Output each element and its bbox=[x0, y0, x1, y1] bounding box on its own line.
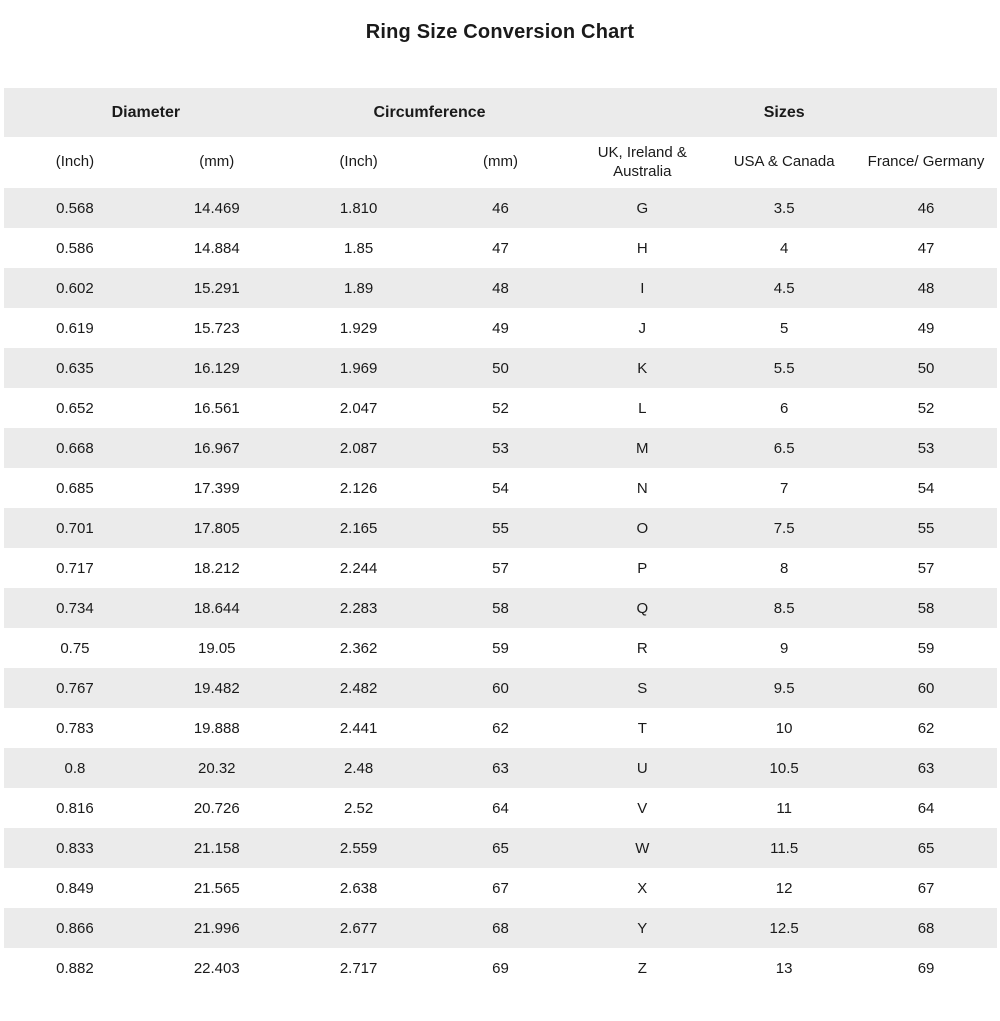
table-cell: 0.8 bbox=[64, 759, 86, 777]
table-cell: 2.677 bbox=[339, 919, 378, 937]
page-title: Ring Size Conversion Chart bbox=[365, 21, 635, 43]
table-cell: 67 bbox=[917, 879, 935, 897]
table-cell: 52 bbox=[917, 399, 935, 417]
table-cell: 54 bbox=[492, 479, 509, 497]
table-cell: 68 bbox=[917, 919, 935, 937]
table-cell: V bbox=[637, 799, 648, 817]
table-body bbox=[4, 188, 997, 988]
table-cell: 55 bbox=[917, 519, 935, 537]
table-cell: 6.5 bbox=[773, 439, 795, 457]
table-cell: 2.441 bbox=[339, 719, 378, 737]
table-cell: 2.362 bbox=[339, 639, 378, 657]
table-cell: 17.805 bbox=[193, 519, 240, 537]
table-cell: 1.969 bbox=[339, 359, 378, 377]
column-header-diameter-mm: (mm) bbox=[199, 153, 235, 171]
table-cell: 18.644 bbox=[193, 599, 240, 617]
table-row bbox=[4, 388, 997, 428]
table-cell: 65 bbox=[492, 839, 509, 857]
table-cell: O bbox=[636, 519, 649, 537]
table-cell: 7 bbox=[779, 479, 789, 497]
table-cell: 68 bbox=[492, 919, 509, 937]
table-cell: 3.5 bbox=[773, 199, 795, 217]
table-cell: 62 bbox=[917, 719, 935, 737]
table-cell: 18.212 bbox=[193, 559, 240, 577]
ring-size-conversion-table bbox=[4, 88, 997, 988]
table-cell: 47 bbox=[917, 239, 935, 257]
table-cell: 69 bbox=[492, 959, 509, 977]
table-cell: 21.996 bbox=[193, 919, 240, 937]
table-cell: 0.635 bbox=[56, 359, 94, 377]
table-header bbox=[4, 88, 997, 188]
table-row bbox=[4, 228, 997, 268]
table-cell: L bbox=[638, 399, 647, 417]
table-cell: 52 bbox=[492, 399, 509, 417]
table-cell: 63 bbox=[492, 759, 509, 777]
table-cell: 12 bbox=[775, 879, 793, 897]
table-row bbox=[4, 508, 997, 548]
table-row bbox=[4, 308, 997, 348]
table-cell: 2.087 bbox=[339, 439, 378, 457]
table-cell: 48 bbox=[492, 279, 509, 297]
table-cell: 50 bbox=[917, 359, 935, 377]
table-cell: 0.619 bbox=[56, 319, 94, 337]
table-cell: 5.5 bbox=[773, 359, 795, 377]
table-cell: 59 bbox=[917, 639, 935, 657]
table-cell: I bbox=[640, 279, 645, 297]
table-cell: 7.5 bbox=[773, 519, 795, 537]
table-cell: 0.866 bbox=[56, 919, 94, 937]
table-cell: 0.816 bbox=[56, 799, 94, 817]
column-header-france-germany: France/ Germany bbox=[867, 153, 985, 171]
table-cell: 14.469 bbox=[193, 199, 240, 217]
table-cell: 20.32 bbox=[197, 759, 236, 777]
table-cell: 46 bbox=[492, 199, 509, 217]
table-cell: 46 bbox=[917, 199, 935, 217]
table-cell: 64 bbox=[492, 799, 509, 817]
table-cell: 8 bbox=[779, 559, 789, 577]
table-row bbox=[4, 908, 997, 948]
table-cell: 17.399 bbox=[193, 479, 240, 497]
table-cell: 57 bbox=[917, 559, 935, 577]
table-cell: 49 bbox=[917, 319, 935, 337]
table-row bbox=[4, 868, 997, 908]
table-row bbox=[4, 588, 997, 628]
table-cell: 1.929 bbox=[339, 319, 378, 337]
table-cell: 9.5 bbox=[773, 679, 795, 697]
table-cell: 2.047 bbox=[339, 399, 378, 417]
column-header-diameter-inch: (Inch) bbox=[55, 153, 95, 171]
table-cell: 0.568 bbox=[56, 199, 94, 217]
table-row bbox=[4, 188, 997, 228]
table-cell: 69 bbox=[917, 959, 935, 977]
table-cell: 15.291 bbox=[193, 279, 240, 297]
table-cell: N bbox=[636, 479, 648, 497]
table-row bbox=[4, 468, 997, 508]
table-cell: 20.726 bbox=[193, 799, 240, 817]
table-cell: G bbox=[636, 199, 649, 217]
table-cell: Z bbox=[637, 959, 647, 977]
group-header-circumference: Circumference bbox=[373, 103, 486, 121]
table-row bbox=[4, 708, 997, 748]
table-cell: 11.5 bbox=[770, 839, 799, 857]
table-cell: 16.129 bbox=[193, 359, 240, 377]
table-cell: 65 bbox=[917, 839, 935, 857]
table-cell: 12.5 bbox=[769, 919, 799, 937]
table-cell: S bbox=[637, 679, 648, 697]
table-cell: 53 bbox=[917, 439, 935, 457]
table-cell: 58 bbox=[492, 599, 509, 617]
table-row bbox=[4, 548, 997, 588]
table-cell: 0.586 bbox=[56, 239, 94, 257]
table-cell: 55 bbox=[492, 519, 509, 537]
table-cell: 13 bbox=[775, 959, 793, 977]
table-cell: H bbox=[636, 239, 648, 257]
table-cell: R bbox=[636, 639, 648, 657]
group-header-sizes: Sizes bbox=[763, 103, 805, 121]
table-row bbox=[4, 948, 997, 988]
table-cell: 21.565 bbox=[193, 879, 240, 897]
table-row bbox=[4, 828, 997, 868]
table-cell: 15.723 bbox=[193, 319, 240, 337]
table-cell: M bbox=[636, 439, 649, 457]
table-row bbox=[4, 628, 997, 668]
column-header-row bbox=[4, 137, 997, 188]
table-cell: 2.559 bbox=[339, 839, 378, 857]
column-header-usa-canada: USA & Canada bbox=[733, 153, 835, 171]
table-cell: 58 bbox=[917, 599, 935, 617]
table-cell: K bbox=[637, 359, 648, 377]
table-cell: J bbox=[638, 319, 647, 337]
table-cell: Q bbox=[636, 599, 649, 617]
group-header-row bbox=[4, 88, 997, 137]
table-cell: 63 bbox=[917, 759, 935, 777]
table-cell: 57 bbox=[492, 559, 509, 577]
table-cell: X bbox=[637, 879, 648, 897]
table-cell: 48 bbox=[917, 279, 935, 297]
table-cell: Y bbox=[637, 919, 648, 937]
table-cell: 21.158 bbox=[193, 839, 240, 857]
table-cell: 4.5 bbox=[773, 279, 795, 297]
table-cell: 14.884 bbox=[193, 239, 240, 257]
table-cell: 0.75 bbox=[60, 639, 90, 657]
table-cell: 0.685 bbox=[56, 479, 94, 497]
column-header-circumference-inch: (Inch) bbox=[339, 153, 378, 171]
table-cell: 0.783 bbox=[56, 719, 94, 737]
table-cell: 10 bbox=[775, 719, 793, 737]
column-header-circumference-mm: (mm) bbox=[482, 153, 518, 171]
table-cell: 19.888 bbox=[193, 719, 240, 737]
table-cell: 9 bbox=[779, 639, 789, 657]
table-cell: 10.5 bbox=[769, 759, 799, 777]
table-cell: 60 bbox=[917, 679, 935, 697]
table-row bbox=[4, 348, 997, 388]
table-cell: 0.652 bbox=[56, 399, 94, 417]
table-cell: T bbox=[637, 719, 647, 737]
table-cell: 0.701 bbox=[56, 519, 94, 537]
table-cell: 5 bbox=[779, 319, 789, 337]
table-cell: 60 bbox=[492, 679, 509, 697]
table-row bbox=[4, 428, 997, 468]
table-cell: 2.638 bbox=[339, 879, 378, 897]
table-row bbox=[4, 268, 997, 308]
table-cell: U bbox=[636, 759, 648, 777]
table-cell: 47 bbox=[492, 239, 509, 257]
table-cell: 0.668 bbox=[56, 439, 94, 457]
table-cell: 19.05 bbox=[197, 639, 236, 657]
table-cell: 0.833 bbox=[56, 839, 94, 857]
table-cell: 62 bbox=[492, 719, 509, 737]
table-cell: 2.165 bbox=[339, 519, 378, 537]
table-cell: 0.717 bbox=[56, 559, 94, 577]
table-cell: 2.126 bbox=[339, 479, 378, 497]
table-cell: 2.244 bbox=[339, 559, 378, 577]
table-cell: 2.283 bbox=[339, 599, 378, 617]
table-cell: 0.849 bbox=[56, 879, 94, 897]
table-cell: 8.5 bbox=[773, 599, 795, 617]
table-cell: 19.482 bbox=[193, 679, 240, 697]
table-cell: 0.767 bbox=[56, 679, 94, 697]
table-cell: 16.967 bbox=[193, 439, 240, 457]
table-cell: 1.810 bbox=[339, 199, 378, 217]
table-row bbox=[4, 788, 997, 828]
table-cell: 2.717 bbox=[339, 959, 378, 977]
table-cell: P bbox=[637, 559, 648, 577]
column-header-uk-ireland-australia: UK, Ireland & Australia bbox=[597, 143, 687, 180]
table-cell: 54 bbox=[917, 479, 935, 497]
table-cell: 50 bbox=[492, 359, 509, 377]
table-cell: 1.89 bbox=[344, 279, 374, 297]
table-cell: 16.561 bbox=[193, 399, 240, 417]
table-cell: 2.48 bbox=[344, 759, 374, 777]
table-cell: 0.602 bbox=[56, 279, 94, 297]
table-row bbox=[4, 748, 997, 788]
table-cell: 59 bbox=[492, 639, 509, 657]
table-row bbox=[4, 668, 997, 708]
table-cell: 0.882 bbox=[56, 959, 94, 977]
table-cell: 0.734 bbox=[56, 599, 94, 617]
table-cell: 4 bbox=[779, 239, 789, 257]
table-cell: 53 bbox=[492, 439, 509, 457]
table-cell: 2.52 bbox=[344, 799, 374, 817]
group-header-diameter: Diameter bbox=[111, 103, 181, 121]
table-cell: 6 bbox=[779, 399, 789, 417]
table-cell: 11 bbox=[776, 799, 792, 817]
table-cell: 67 bbox=[492, 879, 509, 897]
table-cell: 1.85 bbox=[344, 239, 374, 257]
table-cell: 64 bbox=[917, 799, 935, 817]
table-cell: 22.403 bbox=[193, 959, 240, 977]
table-cell: 2.482 bbox=[339, 679, 378, 697]
table-cell: W bbox=[635, 839, 650, 857]
table-cell: 49 bbox=[492, 319, 509, 337]
